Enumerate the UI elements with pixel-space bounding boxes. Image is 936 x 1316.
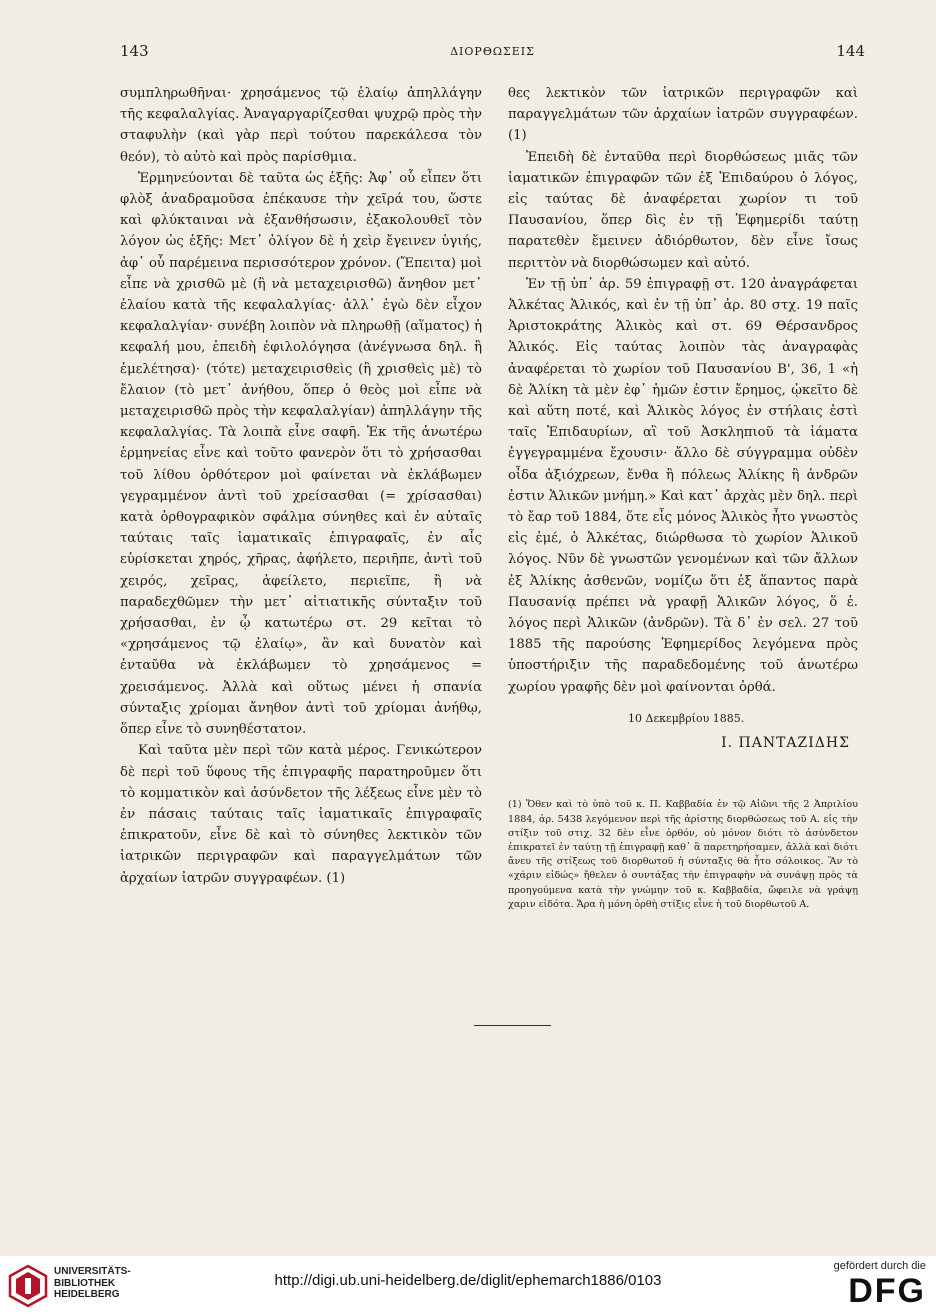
footer-bar [0,1256,936,1316]
date-line: 10 Δεκεμβρίου 1885. [628,711,745,725]
end-rule [474,1025,551,1026]
funder-block [834,1260,926,1310]
dfg-logo: DFG [848,1272,926,1310]
paragraph: συμπληρωθῆναι· χρησάμενος τῷ ἐλαίῳ ἀπηλλάγην τῆς κεφαλαλγίας. Ἀναγαργαρίζεσθαι ψυχρῷ πρὸς τὴν σταφυλὴν (καὶ γὰρ περὶ τούτου παρεκάλεσα τὸν θεόν), τὸ αὐτὸ καὶ πρὸς παρίσθμια. [120,86,482,165]
running-header [120,42,865,62]
source-url-link[interactable]: http://digi.ub.uni-heidelberg.de/diglit/ephemarch1886/0103 [274,1272,662,1289]
paragraph: Καὶ ταῦτα μὲν περὶ τῶν κατὰ μέρος. Γενικώτερον δὲ περὶ τοῦ ὕφους τῆς ἐπιγραφῆς παρατηροῦμεν ὅτι τὸ κομματικὸν καὶ ἀσύνδετον τῆς λέξεως εἶνε μὲν τὸ ἐν πάσαις ταύταις ταῖς ἰαματικαῖς ἐπιγραφαῖς ἐπικρατοῦν, εἶνε δὲ καὶ τὸ σύνηθες λεκτικὸν τῶν ἰατρικῶν περιγραφῶν καὶ παραγγελμάτων τῶν ἀρχαίων ἰατρῶν συγγραφέων. (1) [120,743,482,886]
paragraph: Ἐπειδὴ δὲ ἐνταῦθα περὶ διορθώσεως μιᾶς τῶν ἰαματικῶν ἐπιγραφῶν τῶν ἐξ Ἐπιδαύρου ὁ λόγος, εἰς ταύτας δὲ ἀναφέρεται χωρίον τι τοῦ Παυσανίου, ὅπερ δὶς ἐν τῇ Ἐφημερίδι ταύτῃ παρατεθὲν ἔμεινεν ἀδιόρθωτον, δὲν εἶνε ἴσως περιττὸν νὰ διορθώσωμεν καὶ αὐτό. [508,149,858,271]
page-number-left: 143 [120,42,149,60]
funder-text: gefördert durch die [833,1260,926,1272]
author-signature: Ι. ΠΑΝΤΑΖΙΔΗΣ [721,735,850,752]
page-number-right: 144 [836,42,865,60]
left-column [120,83,482,889]
university-name: UNIVERSITÄTS- BIBLIOTHEK HEIDELBERG [54,1266,131,1300]
footnote: (1) Ὅθεν καὶ τὸ ὑπὸ τοῦ κ. Π. Καββαδία ἐν τῷ Αἰῶνι τῆς 2 Ἀπριλίου 1884, ἀρ. 5438 λεγόμενον περὶ τῆς ἀρίστης διορθώσεως τοῦ Α. εἰς τὴν στίξιν τοῦ στιχ. 32 δὲν εἶνε ὀρθόν, οὐ μόνον διότι τὸ ἀσύνδετον ἐπικρατεῖ ἐν ταύτῃ τῇ ἐπιγραφῇ καθ᾽ ἃ παρετηρήσαμεν, ἀλλὰ καὶ διότι ἄνευ τῆς στίξεως τοῦ διορθωτοῦ ἡ σύνταξις θὰ ἦτο σόλοικος. Ἂν τὸ «χάριν εἰδώς» ἤθελεν ὁ συντάξας τὴν ἐπιγραφὴν νὰ συνάψῃ πρὸς τὰ προηγούμενα κατὰ τὴν γνώμην τοῦ κ. Καββαδία, ὤφειλε νὰ γράψῃ χαριν εἰδότα. Ἄρα ἡ μόνη ὀρθὴ στίξις εἶνε ἡ τοῦ διορθωτοῦ Α. [508,799,858,910]
paragraph: Ἑρμηνεύονται δὲ ταῦτα ὡς ἑξῆς: Ἀφ᾽ οὗ εἶπεν ὅτι φλὸξ ἀναδραμοῦσα ἐπέκαυσε τὴν χεῖρά του, ὥστε καὶ φλύκταιναι νὰ ἐξανθήσωσιν, ἐξακολουθεῖ τὸν λόγον ὡς ἑξῆς: Μετ᾽ ὀλίγον δὲ ἡ χεὶρ ἔγεινεν ὑγιής, ἀφ᾽ οὗ παρέμεινα περισσότερον χρόνον. (Ἔπειτα) μοὶ εἶπε νὰ χρισθῶ μὲ (ἢ νὰ μεταχειρισθῶ) ἄνηθον μετ᾽ ἐλαίου κατὰ τῆς κεφαλαλγίας· ἀλλ᾽ ἐγὼ δὲν εἶχον κεφαλαλγίαν· συνέβη λοιπὸν νὰ πληρωθῇ (αἵματος) ἡ κεφαλή μου, ἐπειδὴ ἐφιλολόγησα (ἀνέγνωσα δηλ. ἢ ἐμελέτησα)· (τότε) μεταχειρισθεὶς (ἢ χρισθεὶς μὲ) τὸ ἔλαιον (τὸ μετ᾽ ἀνήθου, ὅπερ ὁ θεὸς μοὶ εἶπε νὰ μεταχειρισθῶ πρὸς τὴν κεφαλαλγίαν) ἀπηλλάγην τῆς κεφαλαλγίας. Τὰ λοιπὰ εἶνε σαφῆ. Ἐκ τῆς ἀνωτέρω ἑρμηνείας εἶνε καὶ τοῦτο φανερὸν ὅτι τὸ χρήσασθαι τοῦ λίθου ὀρθότερον μοὶ φαίνεται νὰ ἐκλάβωμεν γεγραμμένον ἀντὶ τοῦ χρείσασθαι (= χρίσασθαι) κατὰ ὀρθογραφικὸν σφάλμα σύνηθες καὶ ἐν αὐταῖς ταύταις ταῖς ἰαματικαῖς ἐπιγραφαῖς, ἐν αἷς εὑρίσκεται χηρός, χῆρας, ἀφήλετο, περιῆπε, ἀντὶ τοῦ χειρός, χεῖρας, ἀφείλετο, περιεῖπε, ἢ νὰ παραδεχθῶμεν τὴν μετ᾽ αἰτιατικῆς σύνταξιν τοῦ χρήσασθαι, ἐν ᾧ κατωτέρω στ. 29 κεῖται τὸ «χρησάμενος τῷ ἐλαίῳ», ἂν καὶ δυνατὸν καὶ ἐνταῦθα νὰ ἐκλάβωμεν τὸ χρησάμενος = χρεισάμενος. Ἀλλὰ καὶ οὕτως μένει ἡ σπανία σύνταξις χρίομαι ἄνηθον ἀντὶ τοῦ χρίομαι ἀνήθῳ, ὅπερ εἶνε τὸ συνηθέστατον. [120,170,482,738]
running-title: ΔΙΟΡΘΩΣΕΙΣ [450,45,535,58]
paragraph: θες λεκτικὸν τῶν ἰατρικῶν περιγραφῶν καὶ παραγγελμάτων τῶν ἀρχαίων ἰατρῶν συγγραφέων. (1) [508,86,858,144]
paragraph: Ἐν τῇ ὑπ᾽ ἀρ. 59 ἐπιγραφῇ στ. 120 ἀναγράφεται Ἀλκέτας Ἁλικός, καὶ ἐν τῇ ὑπ᾽ ἀρ. 80 στχ. 19 παῖς Ἀριστοκράτης Ἁλικὸς καὶ στ. 69 Θέρσανδρος Ἁλικός. Εἰς ταύτας λοιπὸν τὰς ἀναγραφὰς ἀναφέρεται τὸ χωρίον τοῦ Παυσανίου Β', 36, 1 «ἡ δὲ Ἁλίκη τὰ μὲν ἐφ᾽ ἡμῶν ἐστιν ἔρημος, ᾠκεῖτο δὲ καὶ αὕτη ποτέ, καὶ Ἁλικὸς λόγος ἐν στήλαις ἐστὶ ταῖς Ἐπιδαυρίων, αἳ τοῦ Ἀσκληπιοῦ τὰ ἰάματα ἐγγεγραμμένα ἔχουσιν· ἄλλο δὲ σύγγραμμα οὐδὲν οἶδα ἀξιόχρεων, ἔνθα ἢ πόλεως Ἁλίκης ἢ ἀνδρῶν ἐστιν Ἁλικῶν μνήμη.» Καὶ κατ᾽ ἀρχὰς μὲν δηλ. περὶ τὸ ἔαρ τοῦ 1884, ὅτε εἷς μόνος Ἁλικὸς ἦτο γνωστὸς εἰς ἐμέ, ὁ Ἀλκέτας, διώρθωσα τὸ χωρίον Ἁλικοῦ λόγος. Νῦν δὲ γνωστῶν γενομένων καὶ τῶν ἄλλων ἐξ Ἁλίκης ἀσθενῶν, νομίζω ὅτι ἐξ ἅπαντος παρὰ Παυσανίᾳ πρέπει νὰ γραφῇ Ἁλικῶν λόγος, ὅ ἐ. λόγος περὶ Ἁλικῶν (ἀνδρῶν). Τὰ δ᾽ ἐν σελ. 27 τοῦ 1885 τῆς παρούσης Ἐφημερίδος λεγόμενα πρὸς ὑποστήριξιν τῆς παραδεδομένης τοῦ ἀνωτέρω χωρίου γραφῆς δὲν μοὶ φαίνονται ὀρθά. [508,276,858,695]
right-column [508,83,858,912]
